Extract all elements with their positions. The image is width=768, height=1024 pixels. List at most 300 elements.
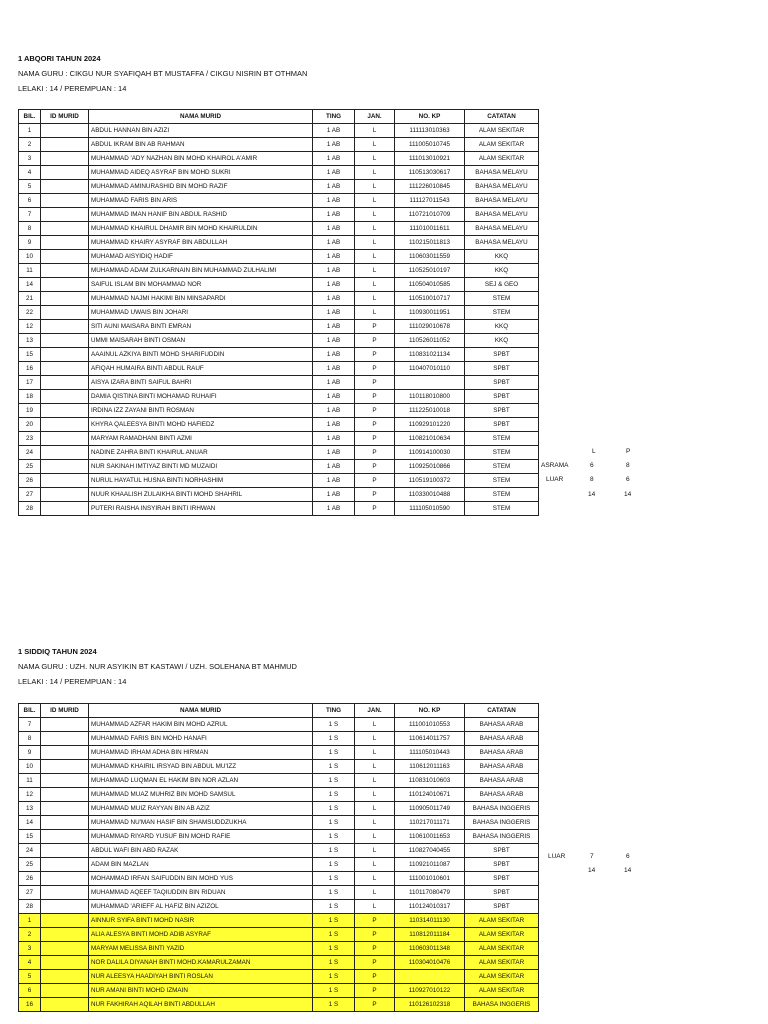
table-row — [19, 774, 539, 788]
cell-ting: 1 S — [313, 844, 355, 858]
table-row — [19, 376, 539, 390]
cell-nama-murid: AINNUR SYIFA BINTI MOHD NASIR — [89, 914, 313, 928]
cell-jantina: L — [355, 152, 395, 166]
cell-id-murid — [41, 816, 89, 830]
cell-no-kp: 111127011543 — [395, 194, 465, 208]
cell-bil: 27 — [19, 886, 41, 900]
header-ting: TING — [313, 704, 355, 718]
cell-id-murid — [41, 376, 89, 390]
table-row — [19, 264, 539, 278]
cell-catatan: BAHASA ARAB — [465, 732, 539, 746]
cell-id-murid — [41, 222, 89, 236]
cell-bil: 1 — [19, 124, 41, 138]
table-row — [19, 138, 539, 152]
cell-bil: 21 — [19, 292, 41, 306]
header-jantina: JAN. — [355, 110, 395, 124]
table-row — [19, 292, 539, 306]
cell-ting: 1 AB — [313, 180, 355, 194]
header-id-murid: ID MURID — [41, 110, 89, 124]
cell-nama-murid: MUHAMMAD ADAM ZULKARNAIN BIN MUHAMMAD ZULHALIMI — [89, 264, 313, 278]
cell-jantina: L — [355, 788, 395, 802]
cell-bil: 15 — [19, 830, 41, 844]
table-row — [19, 502, 539, 516]
cell-nama-murid: MUHAMMAD KHAIRIL IRSYAD BIN ABDUL MU'IZZ — [89, 760, 313, 774]
cell-no-kp: 110215011813 — [395, 236, 465, 250]
cell-id-murid — [41, 942, 89, 956]
cell-ting: 1 AB — [313, 404, 355, 418]
cell-no-kp: 111001010553 — [395, 718, 465, 732]
table-row — [19, 194, 539, 208]
cell-id-murid — [41, 432, 89, 446]
cell-catatan: BAHASA MELAYU — [465, 194, 539, 208]
cell-id-murid — [41, 872, 89, 886]
header-no-kp: NO. KP — [395, 704, 465, 718]
cell-id-murid — [41, 390, 89, 404]
cell-no-kp: 111029010678 — [395, 320, 465, 334]
cell-nama-murid: KHYRA QALEESYA BINTI MOHD HAFIEDZ — [89, 418, 313, 432]
cell-no-kp: 110930011951 — [395, 306, 465, 320]
cell-id-murid — [41, 802, 89, 816]
cell-jantina: L — [355, 760, 395, 774]
cell-bil: 9 — [19, 236, 41, 250]
table-row — [19, 488, 539, 502]
summary-asrama-l: 6 — [590, 462, 594, 469]
cell-id-murid — [41, 474, 89, 488]
cell-nama-murid: MUHAMMAD NAJMI HAKIMI BIN MINSAPARDI — [89, 292, 313, 306]
cell-no-kp: 111105010590 — [395, 502, 465, 516]
cell-bil: 16 — [19, 362, 41, 376]
cell-nama-murid: NOR DALILA DIYANAH BINTI MOHD.KAMARULZAMAN — [89, 956, 313, 970]
cell-catatan: BAHASA MELAYU — [465, 236, 539, 250]
cell-jantina: P — [355, 984, 395, 998]
cell-id-murid — [41, 446, 89, 460]
cell-catatan: ALAM SEKITAR — [465, 970, 539, 984]
cell-ting: 1 S — [313, 858, 355, 872]
cell-nama-murid: AAAINUL AZKIYA BINTI MOHD SHARIFUDDIN — [89, 348, 313, 362]
cell-id-murid — [41, 418, 89, 432]
cell-catatan: SPBT — [465, 900, 539, 914]
cell-bil: 5 — [19, 180, 41, 194]
cell-catatan: SPBT — [465, 404, 539, 418]
cell-id-murid — [41, 956, 89, 970]
cell-catatan: KKQ — [465, 250, 539, 264]
cell-ting: 1 S — [313, 774, 355, 788]
cell-id-murid — [41, 362, 89, 376]
cell-jantina: P — [355, 376, 395, 390]
table-row — [19, 152, 539, 166]
cell-no-kp: 110831010603 — [395, 774, 465, 788]
cell-nama-murid: MUHAMMAD KHAIRY ASYRAF BIN ABDULLAH — [89, 236, 313, 250]
cell-jantina: P — [355, 348, 395, 362]
cell-id-murid — [41, 984, 89, 998]
cell-bil: 7 — [19, 208, 41, 222]
cell-no-kp: 110821010634 — [395, 432, 465, 446]
cell-catatan: SPBT — [465, 418, 539, 432]
class-title: 1 ABQORI TAHUN 2024 — [18, 54, 101, 63]
cell-catatan: SPBT — [465, 858, 539, 872]
summary-luar-l: 7 — [590, 853, 594, 860]
table-row — [19, 886, 539, 900]
cell-bil: 1 — [19, 914, 41, 928]
cell-no-kp: 111005010745 — [395, 138, 465, 152]
cell-ting: 1 AB — [313, 418, 355, 432]
cell-nama-murid: MUHAMMAD LUQMAN EL HAKIM BIN NOR AZLAN — [89, 774, 313, 788]
section-siddiq — [18, 644, 531, 1008]
gender-count: LELAKI : 14 / PEREMPUAN : 14 — [18, 84, 127, 93]
cell-jantina: L — [355, 208, 395, 222]
cell-jantina: P — [355, 474, 395, 488]
cell-ting: 1 S — [313, 984, 355, 998]
cell-no-kp: 110510010717 — [395, 292, 465, 306]
cell-id-murid — [41, 788, 89, 802]
cell-ting: 1 S — [313, 830, 355, 844]
cell-no-kp: 110304010476 — [395, 956, 465, 970]
summary-luar-label: LUAR — [548, 853, 566, 860]
cell-id-murid — [41, 830, 89, 844]
cell-nama-murid: MUHAMMAD IMAN HANIF BIN ABDUL RASHID — [89, 208, 313, 222]
cell-id-murid — [41, 306, 89, 320]
cell-bil: 23 — [19, 432, 41, 446]
cell-bil: 10 — [19, 760, 41, 774]
table-row — [19, 306, 539, 320]
cell-catatan: BAHASA INGGERIS — [465, 830, 539, 844]
cell-nama-murid: PUTERI RAISHA INSYIRAH BINTI IRHWAN — [89, 502, 313, 516]
cell-ting: 1 AB — [313, 124, 355, 138]
cell-ting: 1 AB — [313, 152, 355, 166]
cell-no-kp: 110504010585 — [395, 278, 465, 292]
cell-nama-murid: MUHAMMAD AMINURASHID BIN MOHD RAZIF — [89, 180, 313, 194]
cell-jantina: P — [355, 404, 395, 418]
cell-ting: 1 AB — [313, 460, 355, 474]
cell-nama-murid: MUHAMMAD FARIS BIN ARIS — [89, 194, 313, 208]
cell-ting: 1 AB — [313, 446, 355, 460]
cell-ting: 1 AB — [313, 166, 355, 180]
cell-catatan: BAHASA ARAB — [465, 788, 539, 802]
cell-jantina: P — [355, 320, 395, 334]
cell-ting: 1 AB — [313, 320, 355, 334]
cell-nama-murid: MUHAMMAD AIDEQ ASYRAF BIN MOHD SUKRI — [89, 166, 313, 180]
cell-nama-murid: AFIQAH HUMAIRA BINTI ABDUL RAUF — [89, 362, 313, 376]
section-abqori — [18, 51, 528, 512]
cell-id-murid — [41, 718, 89, 732]
cell-ting: 1 S — [313, 998, 355, 1012]
cell-nama-murid: NUR FAKHIRAH AQILAH BINTI ABDULLAH — [89, 998, 313, 1012]
cell-id-murid — [41, 970, 89, 984]
cell-nama-murid: MUHAMMAD RIYARD YUSUF BIN MOHD RAFIE — [89, 830, 313, 844]
cell-nama-murid: MUHAMMAD IRHAM ADHA BIN HIRMAN — [89, 746, 313, 760]
cell-nama-murid: MUHAMAD AISYIDIQ HADIF — [89, 250, 313, 264]
cell-bil: 13 — [19, 802, 41, 816]
cell-catatan: SEJ & GEO — [465, 278, 539, 292]
cell-ting: 1 S — [313, 732, 355, 746]
summary-luar-label: LUAR — [546, 476, 564, 483]
cell-nama-murid: MARYAM RAMADHANI BINTI AZMI — [89, 432, 313, 446]
cell-no-kp — [395, 970, 465, 984]
cell-jantina: P — [355, 502, 395, 516]
cell-nama-murid: MUHAMMAD MUIZ RAYYAN BIN AB AZIZ — [89, 802, 313, 816]
cell-jantina: L — [355, 872, 395, 886]
cell-jantina: L — [355, 746, 395, 760]
table-row — [19, 222, 539, 236]
summary-total-l: 14 — [588, 867, 596, 874]
cell-bil: 3 — [19, 942, 41, 956]
cell-nama-murid: AISYA IZARA BINTI SAIFUL BAHRI — [89, 376, 313, 390]
cell-bil: 25 — [19, 460, 41, 474]
cell-jantina: P — [355, 488, 395, 502]
cell-ting: 1 AB — [313, 474, 355, 488]
header-nama-murid: NAMA MURID — [89, 110, 313, 124]
header-ting: TING — [313, 110, 355, 124]
table-row — [19, 432, 539, 446]
cell-id-murid — [41, 914, 89, 928]
table-row — [19, 928, 539, 942]
table-row — [19, 942, 539, 956]
cell-catatan: ALAM SEKITAR — [465, 914, 539, 928]
table-row — [19, 446, 539, 460]
cell-ting: 1 S — [313, 956, 355, 970]
table-row — [19, 914, 539, 928]
cell-nama-murid: SAIFUL ISLAM BIN MOHAMMAD NOR — [89, 278, 313, 292]
table-row — [19, 180, 539, 194]
cell-catatan: ALAM SEKITAR — [465, 138, 539, 152]
cell-catatan: STEM — [465, 292, 539, 306]
cell-catatan: BAHASA INGGERIS — [465, 998, 539, 1012]
cell-catatan: SPBT — [465, 376, 539, 390]
cell-no-kp — [395, 376, 465, 390]
student-table — [18, 109, 539, 516]
cell-jantina: L — [355, 180, 395, 194]
cell-ting: 1 S — [313, 788, 355, 802]
cell-bil: 7 — [19, 718, 41, 732]
cell-catatan: BAHASA MELAYU — [465, 166, 539, 180]
cell-bil: 8 — [19, 222, 41, 236]
cell-ting: 1 S — [313, 914, 355, 928]
cell-nama-murid: MUHAMMAD AQEEF TAQIUDDIN BIN RIDUAN — [89, 886, 313, 900]
cell-id-murid — [41, 488, 89, 502]
cell-catatan: KKQ — [465, 320, 539, 334]
cell-catatan: STEM — [465, 474, 539, 488]
cell-jantina: L — [355, 264, 395, 278]
cell-jantina: P — [355, 998, 395, 1012]
cell-ting: 1 AB — [313, 250, 355, 264]
gender-count: LELAKI : 14 / PEREMPUAN : 14 — [18, 677, 127, 686]
cell-bil: 24 — [19, 446, 41, 460]
cell-no-kp: 110330010488 — [395, 488, 465, 502]
cell-jantina: L — [355, 858, 395, 872]
cell-jantina: L — [355, 306, 395, 320]
cell-nama-murid: MUHAMMAD AZFAR HAKIM BIN MOHD AZRUL — [89, 718, 313, 732]
cell-id-murid — [41, 348, 89, 362]
cell-bil: 11 — [19, 774, 41, 788]
cell-catatan: SPBT — [465, 872, 539, 886]
cell-jantina: L — [355, 250, 395, 264]
cell-jantina: P — [355, 942, 395, 956]
cell-ting: 1 S — [313, 942, 355, 956]
cell-nama-murid: ABDUL WAFI BIN ABD RAZAK — [89, 844, 313, 858]
cell-jantina: P — [355, 432, 395, 446]
cell-catatan: ALAM SEKITAR — [465, 956, 539, 970]
cell-catatan: ALAM SEKITAR — [465, 928, 539, 942]
cell-nama-murid: MARYAM MELISSA BINTI YAZID — [89, 942, 313, 956]
summary-luar-p: 6 — [626, 853, 630, 860]
cell-no-kp: 111225010018 — [395, 404, 465, 418]
cell-bil: 2 — [19, 138, 41, 152]
table-row — [19, 166, 539, 180]
cell-jantina: L — [355, 844, 395, 858]
cell-jantina: L — [355, 236, 395, 250]
cell-bil: 4 — [19, 956, 41, 970]
cell-nama-murid: ADAM BIN MAZLAN — [89, 858, 313, 872]
cell-bil: 26 — [19, 474, 41, 488]
cell-ting: 1 AB — [313, 292, 355, 306]
cell-id-murid — [41, 334, 89, 348]
cell-id-murid — [41, 404, 89, 418]
cell-nama-murid: NUR AMANI BINTI MOHD IZMAIN — [89, 984, 313, 998]
header-bil: BIL. — [19, 704, 41, 718]
cell-nama-murid: MOHAMMAD IRFAN SAIFUDDIN BIN MOHD YUS — [89, 872, 313, 886]
cell-bil: 28 — [19, 900, 41, 914]
cell-bil: 26 — [19, 872, 41, 886]
cell-nama-murid: MUHAMMAD KHAIRUL DHAMIR BIN MOHD KHAIRULDIN — [89, 222, 313, 236]
table-row — [19, 418, 539, 432]
cell-no-kp: 110117080479 — [395, 886, 465, 900]
table-row — [19, 474, 539, 488]
cell-ting: 1 AB — [313, 264, 355, 278]
summary-total-p: 14 — [624, 867, 632, 874]
cell-no-kp: 110407010110 — [395, 362, 465, 376]
header-id-murid: ID MURID — [41, 704, 89, 718]
cell-catatan: ALAM SEKITAR — [465, 984, 539, 998]
cell-no-kp: 110827040455 — [395, 844, 465, 858]
cell-ting: 1 AB — [313, 432, 355, 446]
cell-jantina: P — [355, 914, 395, 928]
class-title: 1 SIDDIQ TAHUN 2024 — [18, 647, 97, 656]
cell-catatan: BAHASA MELAYU — [465, 222, 539, 236]
table-row — [19, 802, 539, 816]
student-table — [18, 703, 539, 1012]
table-row — [19, 390, 539, 404]
cell-no-kp: 110925010866 — [395, 460, 465, 474]
table-row — [19, 858, 539, 872]
table-row — [19, 830, 539, 844]
cell-no-kp: 110603011348 — [395, 942, 465, 956]
cell-catatan: BAHASA ARAB — [465, 718, 539, 732]
cell-jantina: P — [355, 460, 395, 474]
cell-catatan: STEM — [465, 306, 539, 320]
cell-no-kp: 111105010443 — [395, 746, 465, 760]
cell-id-murid — [41, 460, 89, 474]
cell-bil: 8 — [19, 732, 41, 746]
cell-bil: 28 — [19, 502, 41, 516]
cell-bil: 11 — [19, 264, 41, 278]
cell-jantina: L — [355, 194, 395, 208]
cell-no-kp: 110610011653 — [395, 830, 465, 844]
cell-no-kp: 110513030617 — [395, 166, 465, 180]
summary-total-p: 14 — [624, 491, 632, 498]
cell-nama-murid: IRDINA IZZ ZAYANI BINTI ROSMAN — [89, 404, 313, 418]
cell-jantina: L — [355, 124, 395, 138]
cell-catatan: STEM — [465, 460, 539, 474]
cell-bil: 18 — [19, 390, 41, 404]
cell-catatan: KKQ — [465, 264, 539, 278]
cell-ting: 1 AB — [313, 208, 355, 222]
cell-id-murid — [41, 278, 89, 292]
table-row — [19, 236, 539, 250]
cell-id-murid — [41, 250, 89, 264]
summary-total-l: 14 — [588, 491, 596, 498]
cell-bil: 10 — [19, 250, 41, 264]
table-row — [19, 998, 539, 1012]
table-row — [19, 872, 539, 886]
table-row — [19, 844, 539, 858]
cell-bil: 22 — [19, 306, 41, 320]
cell-id-murid — [41, 166, 89, 180]
cell-no-kp: 110124010671 — [395, 788, 465, 802]
cell-jantina: L — [355, 166, 395, 180]
summary-luar-l: 8 — [590, 476, 594, 483]
cell-id-murid — [41, 236, 89, 250]
cell-jantina: L — [355, 732, 395, 746]
cell-catatan: SPBT — [465, 390, 539, 404]
table-row — [19, 250, 539, 264]
cell-no-kp: 110914100030 — [395, 446, 465, 460]
cell-ting: 1 S — [313, 746, 355, 760]
cell-no-kp: 110526011052 — [395, 334, 465, 348]
cell-ting: 1 S — [313, 872, 355, 886]
cell-no-kp: 110927010122 — [395, 984, 465, 998]
cell-no-kp: 110721010709 — [395, 208, 465, 222]
cell-jantina: L — [355, 222, 395, 236]
cell-nama-murid: DAMIA QISTINA BINTI MOHAMAD RUHAIFI — [89, 390, 313, 404]
cell-ting: 1 AB — [313, 348, 355, 362]
cell-id-murid — [41, 844, 89, 858]
cell-nama-murid: NUR SAKINAH IMTIYAZ BINTI MD MUZAIDI — [89, 460, 313, 474]
cell-no-kp: 110831021134 — [395, 348, 465, 362]
cell-jantina: L — [355, 278, 395, 292]
cell-ting: 1 AB — [313, 138, 355, 152]
cell-catatan: STEM — [465, 488, 539, 502]
cell-bil: 12 — [19, 320, 41, 334]
header-catatan: CATATAN — [465, 110, 539, 124]
cell-nama-murid: NUR ALEESYA HAADIYAH BINTI ROSLAN — [89, 970, 313, 984]
cell-ting: 1 AB — [313, 222, 355, 236]
cell-no-kp: 111010011611 — [395, 222, 465, 236]
cell-ting: 1 AB — [313, 502, 355, 516]
table-row — [19, 718, 539, 732]
table-row — [19, 970, 539, 984]
cell-ting: 1 AB — [313, 376, 355, 390]
cell-jantina: P — [355, 334, 395, 348]
cell-nama-murid: ALIA ALESYA BINTI MOHD ADIB ASYRAF — [89, 928, 313, 942]
cell-id-murid — [41, 208, 89, 222]
cell-nama-murid: ABDUL IKRAM BIN AB RAHMAN — [89, 138, 313, 152]
cell-id-murid — [41, 760, 89, 774]
cell-jantina: P — [355, 956, 395, 970]
cell-bil: 14 — [19, 278, 41, 292]
cell-bil: 12 — [19, 788, 41, 802]
cell-jantina: L — [355, 292, 395, 306]
cell-jantina: P — [355, 446, 395, 460]
cell-no-kp: 110929101220 — [395, 418, 465, 432]
cell-id-murid — [41, 152, 89, 166]
cell-no-kp: 110314011130 — [395, 914, 465, 928]
cell-id-murid — [41, 320, 89, 334]
cell-bil: 6 — [19, 194, 41, 208]
table-row — [19, 956, 539, 970]
cell-ting: 1 S — [313, 928, 355, 942]
cell-jantina: L — [355, 886, 395, 900]
table-row — [19, 320, 539, 334]
